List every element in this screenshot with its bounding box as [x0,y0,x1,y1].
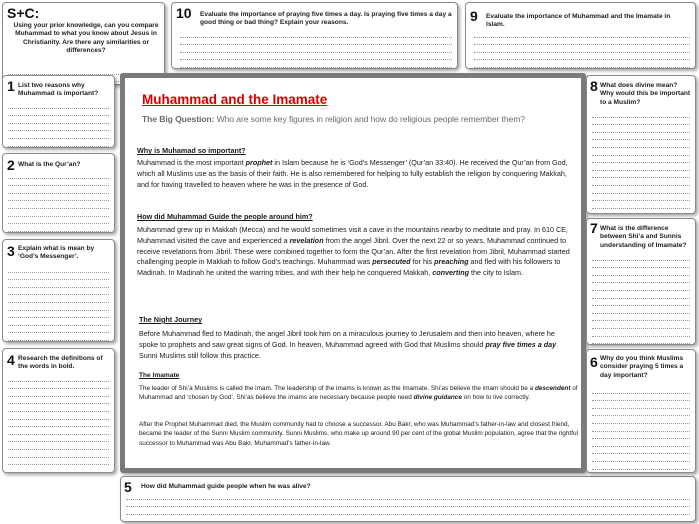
answer-lines[interactable] [592,253,690,344]
question-number: 5 [124,479,132,495]
answer-lines[interactable] [8,171,109,232]
answer-lines[interactable] [8,101,109,147]
question-6-box [586,349,696,473]
question-number: 8 [590,78,598,94]
answer-lines[interactable] [8,374,109,473]
question-9-box [465,2,696,69]
question-text: What is the Qur’an? [18,161,81,168]
answer-lines[interactable] [126,492,690,522]
starter-question: Using your prior knowledge, can you compare Muhammad to what you know about Jesus in Christianity. Are there any similarities or differences? [13,22,159,55]
question-text: Evaluate the importance of Muhammad and the Imamate in Islam. [486,13,671,29]
question-number: 7 [590,220,598,236]
question-1-box [2,75,115,148]
paragraph: After the Prophet Muhammad died, the Muslim community had to choose a successor. Abu Bakr, who was Muhammad’s father-in-law and closest friend, became the leader of the Sunni Muslim community. Sunni Muslims, who make up around 90 per cent of the global Muslim population, agree that the rightful successor to Muhammad was Abu Bakr, Muhammad’s father-in-law. [139,421,578,447]
question-3-box [2,239,115,342]
answer-lines[interactable] [592,110,690,209]
document-panel [120,73,586,473]
paragraph: The leader of Shi’a Muslims is called the imam. The leadership of the imams is known as the Imamate. Shi’as believe the imam should be a descendent of Muhammad and ‘chosen by God’. Shi’as believe the imams are necessary because people need divine guidance on how to live correctly. [139,385,578,402]
question-text: How did Muhammad guide people when he was alive? [141,483,311,490]
answer-lines[interactable] [592,386,690,470]
question-2-box [2,153,115,233]
answer-lines[interactable] [8,265,109,341]
question-text: Evaluate the importance of praying five times a day. Is praying five times a day a good thing or bad thing? Explain your reasons. [200,11,452,27]
paragraph: Muhammad is the most important prophet in Islam because he is ‘God’s Messenger’ (Qur’an 33:40). He received the Qur’an from God, which all Muslims use as the basis of their faith. He is also remembered for helping to fully establish the religion by conquering Makkah, and for having travelled to heaven where he was in the presence of God. [137,158,568,189]
question-7-box [586,218,696,345]
big-question [142,114,525,124]
starter-label: S+C: [7,5,40,21]
question-number: 9 [470,8,478,24]
document-page [125,78,581,468]
section-heading: How did Muhammad Guide the people around him? [137,212,313,221]
question-number: 1 [7,78,15,94]
question-text: List two reasons why Muhammad is important? [18,82,99,98]
question-number: 2 [7,157,15,173]
paragraph: Muhammad grew up in Makkah (Mecca) and he would sometimes visit a cave in the mountains nearby to meditate and pray. In 610 CE, Muhammad visited the cave and experienced a revelation from the angel Jibril. Over the next 22 or so years, Muhammad continued to receive revelations from Jibril. These were combined together to form the Qur’an. After the first revelation from Jibril, Muhammad started challenging people in Makkah to follow God’s teachings. Muhammad was persecuted for his preaching and fled with his followers to Madinah. In Madinah he united the warring tribes, and with their help he conquered Makkah, converting the city to Islam. [137,225,570,278]
question-5-box [120,476,696,522]
question-10-box [171,2,458,69]
question-text: Research the definitions of the words in bold. [18,355,103,371]
section-heading: The Night Journey [139,315,203,324]
answer-lines[interactable] [180,30,452,68]
question-4-box [2,348,115,473]
page-title: Muhammad and the Imamate [142,92,328,107]
big-question-text: Who are some key figures in religion and how do religious people remember them? [216,114,525,124]
paragraph: Before Muhammad fled to Madinah, the angel Jibril took him on a miraculous journey to Jerusalem and then into heaven, where he spoke to prophets and saw great signs of God. In heaven, Muhammad agreed with God that Muslims should pray five times a day. Sunni Muslims still follow this practice. [139,329,559,360]
question-text: What is the difference between Shi’a and Sunnis understanding of Imamate? [600,225,687,249]
question-number: 4 [7,352,15,368]
question-number: 10 [176,5,192,21]
section-heading: The Imamate [139,372,180,379]
question-8-box [586,75,696,214]
section-heading: Why is Muhamad so important? [137,146,246,155]
question-text: Why do you think Muslims consider praying 5 times a day important? [600,355,684,379]
question-text: What does divine mean? Why would this be important to a Muslim? [600,82,691,106]
question-text: Explain what is mean by ‘God’s Messenger’. [18,245,95,261]
question-number: 3 [7,243,15,259]
answer-lines[interactable] [474,30,690,68]
big-question-label: The Big Question: [142,114,215,124]
question-number: 6 [590,354,598,370]
